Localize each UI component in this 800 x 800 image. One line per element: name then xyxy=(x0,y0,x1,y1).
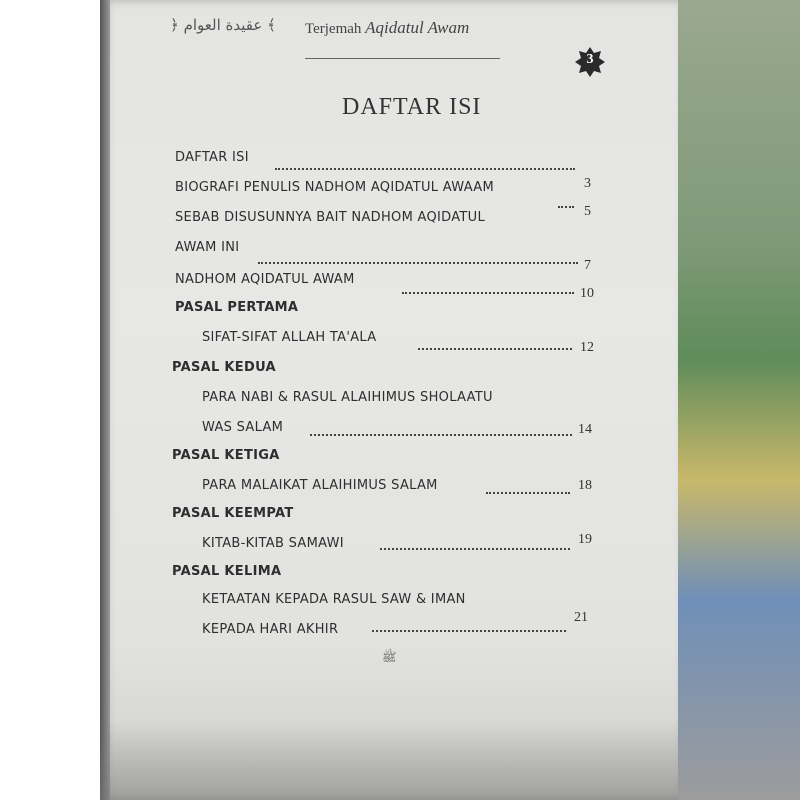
toc-leader-dots xyxy=(258,262,578,264)
toc-entry-label: SIFAT-SIFAT ALLAH TA'ALA xyxy=(202,330,377,345)
toc-section-heading: PASAL KEEMPAT xyxy=(172,506,294,521)
toc-leader-dots xyxy=(402,292,574,294)
header-arabic-title: ﴿ عقيدة العوام ﴾ xyxy=(170,16,276,34)
toc-leader-dots xyxy=(486,492,570,494)
toc-entry-label: KETAATAN KEPADA RASUL SAW & IMAN xyxy=(202,592,466,607)
toc-entry-page: 5 xyxy=(584,204,591,219)
toc-entry-label: PARA NABI & RASUL ALAIHIMUS SHOLAATU xyxy=(202,390,493,405)
toc-entry-page: 19 xyxy=(578,532,592,547)
toc-entry-label: AWAM INI xyxy=(175,240,240,255)
header-title xyxy=(305,18,469,38)
toc-entry-page: 7 xyxy=(584,258,591,273)
toc-section-heading: PASAL KETIGA xyxy=(172,448,280,463)
toc-leader-dots xyxy=(372,630,566,632)
toc-entry-label: KITAB-KITAB SAMAWI xyxy=(202,536,344,551)
toc-section-heading: PASAL KEDUA xyxy=(172,360,276,375)
toc-entry-label: WAS SALAM xyxy=(202,420,284,435)
toc-entry-label: NADHOM AQIDATUL AWAM xyxy=(175,272,355,287)
toc-leader-dots xyxy=(558,206,574,208)
toc-entry-page: 3 xyxy=(584,176,591,191)
header-title-prefix: Terjemah xyxy=(305,21,362,37)
background-surface xyxy=(660,0,800,800)
toc-entry-page: 18 xyxy=(578,478,592,493)
toc-entry-label: BIOGRAFI PENULIS NADHOM AQIDATUL AWAAM xyxy=(175,180,494,195)
toc-leader-dots xyxy=(275,168,575,170)
toc-entry-label: SEBAB DISUSUNNYA BAIT NADHOM AQIDATUL xyxy=(175,210,486,225)
toc-section-heading: PASAL KELIMA xyxy=(172,564,282,579)
toc-leader-dots xyxy=(380,548,570,550)
toc-entry-page: 10 xyxy=(580,286,594,301)
toc-entry-label: PARA MALAIKAT ALAIHIMUS SALAM xyxy=(202,478,438,493)
book-spine xyxy=(100,0,110,800)
toc-entry-page: 14 xyxy=(578,422,592,437)
toc-title: DAFTAR ISI xyxy=(342,94,482,120)
footer-ornament: ﷺ xyxy=(382,650,397,664)
toc-entry-label: DAFTAR ISI xyxy=(175,150,249,165)
page-number: 3 xyxy=(586,52,594,67)
toc-entry-page: 21 xyxy=(574,610,588,625)
toc-leader-dots xyxy=(418,348,572,350)
toc-section-heading: PASAL PERTAMA xyxy=(175,300,299,315)
toc-leader-dots xyxy=(310,434,572,436)
page-shadow xyxy=(100,720,678,800)
header-rule xyxy=(305,58,500,59)
toc-entry-label: KEPADA HARI AKHIR xyxy=(202,622,339,637)
header-title-script: Aqidatul Awam xyxy=(365,18,470,37)
page-number-badge xyxy=(574,46,606,78)
toc-entry-page: 12 xyxy=(580,340,594,355)
